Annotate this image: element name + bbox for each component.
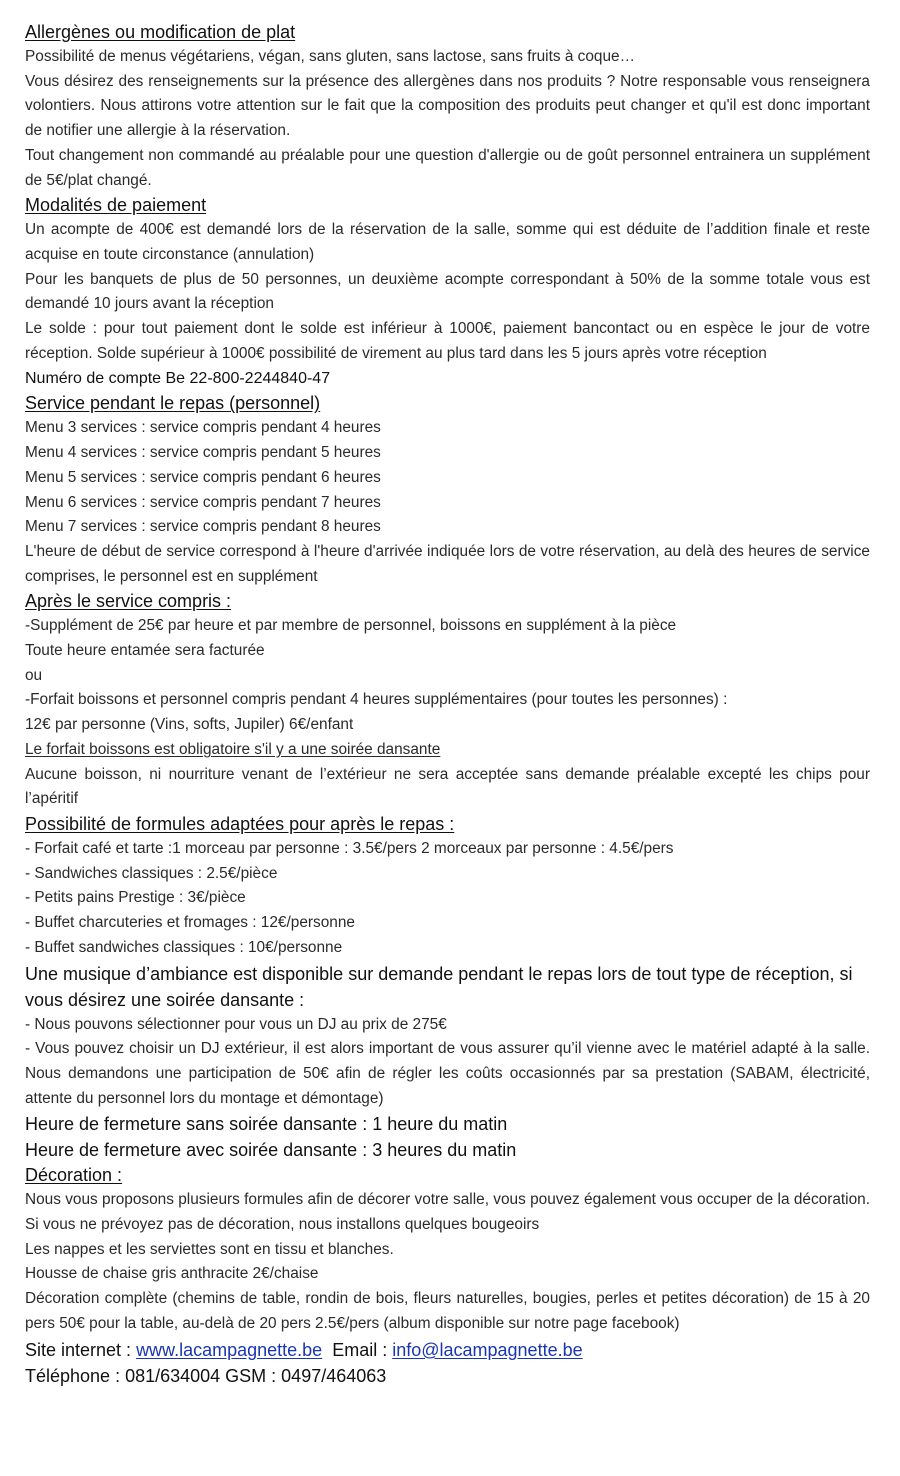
apres-line: -Forfait boissons et personnel compris pendant 4 heures supplémentaires (pour toutes les personnes) : [25, 691, 728, 709]
service-menu-item: Menu 3 services : service compris pendant 4 heures [25, 419, 381, 437]
service-note: L'heure de début de service correspond à l'heure d'arrivée indiquée lors de votre réservation, au delà des heures de service comprises, le personnel est en supplément [25, 542, 870, 585]
allergenes-line: Tout changement non commandé au préalable pour une question d'allergie ou de goût personnel entrainera un supplément de 5€/plat changé. [25, 146, 870, 189]
decoration-heading: Décoration : [25, 1165, 123, 1186]
forfait-obligatoire-note: Le forfait boissons est obligatoire s'il y a une soirée dansante [25, 740, 441, 758]
site-label: Site internet : [25, 1339, 137, 1360]
paiement-line: Un acompte de 400€ est demandé lors de la réservation de la salle, somme qui est déduite de l’addition finale et reste acquise en toute circonstance (annulation) [25, 221, 870, 263]
contact-phone: Téléphone : 081/634004 GSM : 0497/464063 [25, 1365, 387, 1386]
apres-line: Toute heure entamée sera facturée [25, 642, 265, 660]
formule-item: - Forfait café et tarte :1 morceau par personne : 3.5€/pers 2 morceaux par personne : 4.5€/pers [25, 839, 674, 857]
decoration-line: Décoration complète (chemins de table, rondin de bois, fleurs naturelles, bougies, perles et petites décoration) de 15 à 20 pers 50€ pour la table, au-delà de 20 pers 2.5€/pers (album disponible sur notre page facebook) [25, 1290, 870, 1332]
allergenes-line: Vous désirez des renseignements sur la présence des allergènes dans nos produits ? Notre responsable vous renseignera volontiers. Nous attirons votre attention sur le fait que la composition des produits peut changer et qu'il est donc important de notifier une allergie à la réservation. [25, 72, 870, 140]
apres-line: 12€ par personne (Vins, softs, Jupiler) 6€/enfant [25, 716, 354, 734]
fermeture-avec: Heure de fermeture avec soirée dansante : 3 heures du matin [25, 1140, 517, 1161]
service-menu-item: Menu 7 services : service compris pendant 8 heures [25, 518, 381, 536]
service-heading: Service pendant le repas (personnel) [25, 393, 321, 414]
paiement-line: Le solde : pour tout paiement dont le solde est inférieur à 1000€, paiement bancontact ou en espèce le jour de votre réception. Solde supérieur à 1000€ possibilité de virement au plus tard dans les 5 jours après votre réception [25, 320, 870, 362]
apres-heading: Après le service compris : [25, 591, 232, 612]
formule-item: - Sandwiches classiques : 2.5€/pièce [25, 864, 278, 882]
musique-line: - Nous pouvons sélectionner pour vous un DJ au prix de 275€ [25, 1015, 447, 1033]
apres-line: ou [25, 666, 43, 684]
allergenes-heading: Allergènes ou modification de plat [25, 22, 296, 42]
site-link[interactable]: www.lacampagnette.be [136, 1339, 323, 1360]
apres-line: Aucune boisson, ni nourriture venant de l’extérieur ne sera acceptée sans demande préalable excepté les chips pour l’apéritif [25, 765, 870, 808]
apres-line: -Supplément de 25€ par heure et par membre de personnel, boissons en supplément à la pièce [25, 617, 677, 635]
paiement-line: Pour les banquets de plus de 50 personnes, un deuxième acompte correspondant à 50% de la somme totale vous est demandé 10 jours avant la réception [25, 270, 870, 313]
account-number: Numéro de compte Be 22-800-2244840-47 [25, 370, 331, 388]
formule-item: - Buffet charcuteries et fromages : 12€/personne [25, 914, 355, 932]
service-menu-item: Menu 6 services : service compris pendant 7 heures [25, 493, 381, 511]
contact-web-line [25, 1337, 870, 1363]
formule-item: - Buffet sandwiches classiques : 10€/personne [25, 938, 343, 956]
musique-heading: Une musique d’ambiance est disponible sur demande pendant le repas lors de tout type de réception, si vous désirez une soirée dansante : [25, 963, 853, 1010]
document-page [25, 20, 870, 1389]
decoration-line: Nous vous proposons plusieurs formules afin de décorer votre salle, vous pouvez également vous occuper de la décoration. Si vous ne prévoyez pas de décoration, nous installons quelques bougeoirs [25, 1191, 870, 1234]
formule-item: - Petits pains Prestige : 3€/pièce [25, 889, 246, 907]
formules-heading: Possibilité de formules adaptées pour après le repas : [25, 813, 455, 834]
email-link[interactable]: info@lacampagnette.be [392, 1339, 583, 1360]
decoration-line: Housse de chaise gris anthracite 2€/chaise [25, 1265, 319, 1283]
fermeture-sans: Heure de fermeture sans soirée dansante : 1 heure du matin [25, 1114, 508, 1135]
email-label: Email : [332, 1339, 393, 1360]
paiement-heading: Modalités de paiement [25, 195, 207, 216]
service-menu-item: Menu 4 services : service compris pendant 5 heures [25, 444, 381, 462]
service-menu-item: Menu 5 services : service compris pendant 6 heures [25, 468, 381, 486]
allergenes-line: Possibilité de menus végétariens, végan, sans gluten, sans lactose, sans fruits à coque… [25, 48, 635, 65]
decoration-line: Les nappes et les serviettes sont en tissu et blanches. [25, 1240, 394, 1258]
musique-line: - Vous pouvez choisir un DJ extérieur, il est alors important de vous assurer qu’il vienne avec le matériel adapté à la salle. Nous demandons une participation de 50€ afin de régler les coûts occasionnés par sa prestation (SABAM, électricité, attente du personnel lors du montage et démontage) [25, 1040, 870, 1107]
